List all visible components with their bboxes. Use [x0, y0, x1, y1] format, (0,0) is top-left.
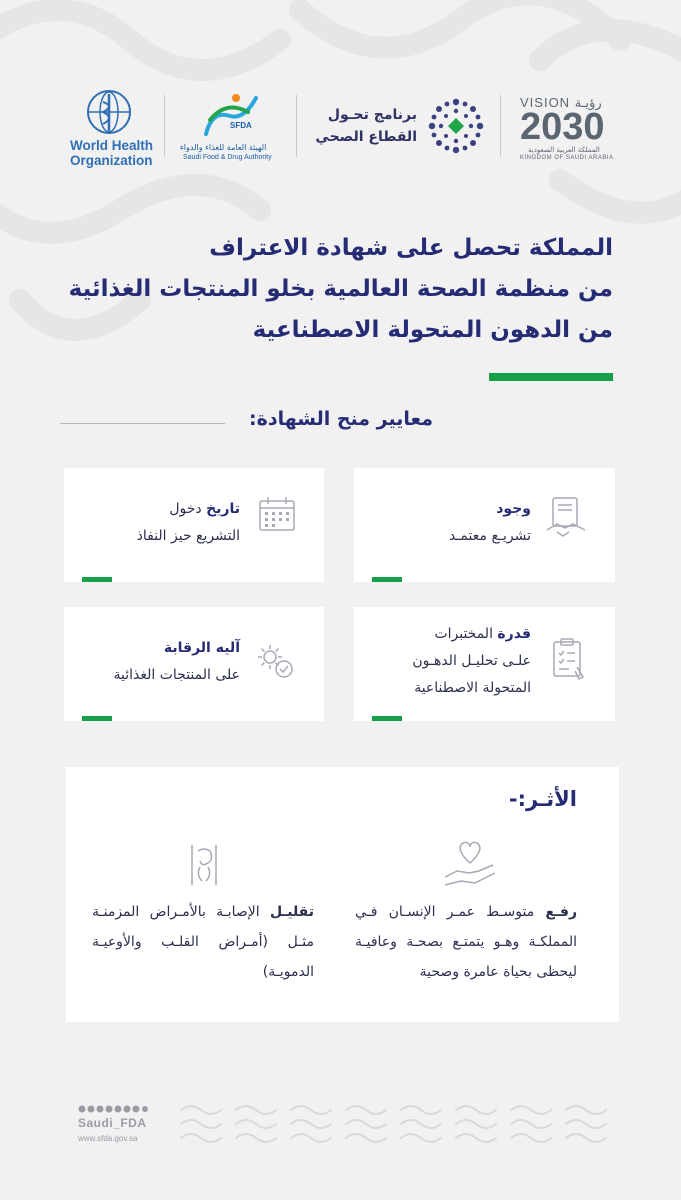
card-accent-bar [82, 577, 112, 582]
who-emblem-icon [85, 88, 133, 136]
heading-rule [60, 423, 225, 424]
card-accent-bar [82, 716, 112, 721]
impact-item-lifespan [355, 897, 577, 987]
sfda-english-name: Saudi Food & Drug Authority [183, 154, 272, 161]
page-title [53, 228, 613, 351]
criterion-rest-line1: المختبرات [434, 626, 498, 642]
htp-line-1: برنامج تحـول [327, 107, 417, 123]
title-accent-bar [489, 373, 613, 381]
impact-heading: الأثـر:- [508, 787, 577, 811]
vision-country-arabic: المملكة العربية السعودية [528, 146, 600, 154]
impact-section [66, 767, 619, 1022]
criterion-text [449, 496, 531, 550]
criterion-card-monitoring [64, 607, 324, 721]
criterion-rest-line3: المتحولة الاصطناعية [414, 680, 531, 696]
impact-item-disease [92, 897, 314, 987]
criterion-rest: تشريـع معتمـد [448, 528, 531, 544]
criterion-card-legislation [354, 468, 615, 582]
title-line-3: من الدهون المتحولة الاصطناعية [252, 317, 613, 343]
htp-line-2: القطاع الصحي [315, 129, 417, 145]
title-line-2: من منظمة الصحة العالمية بخلو المنتجات الغذائية [68, 276, 613, 302]
sfda-abbr: SFDA [230, 121, 252, 130]
criterion-text [137, 496, 240, 550]
criterion-rest-line1: دخول [169, 501, 207, 517]
card-accent-bar [372, 716, 402, 721]
gear-check-icon [256, 641, 296, 681]
social-icon [97, 1106, 104, 1113]
logo-divider [164, 95, 165, 157]
calendar-icon [258, 496, 296, 532]
sfda-emblem-icon [200, 90, 262, 142]
criterion-text [412, 621, 531, 702]
social-icon [133, 1106, 140, 1113]
criterion-bold: وجود [496, 501, 531, 517]
social-icon [106, 1106, 113, 1113]
criterion-text [113, 635, 240, 689]
heart-in-hand-icon [441, 837, 499, 891]
footer-decorative-pattern [176, 1100, 626, 1150]
logo-divider [296, 95, 297, 157]
criterion-bold: آليه الرقابة [163, 640, 240, 656]
social-icon [124, 1106, 131, 1113]
criterion-rest-line2: علـى تحليـل الدهـون [412, 653, 531, 669]
criterion-card-labs [354, 607, 615, 721]
social-icon [88, 1106, 95, 1113]
title-line-1: المملكة تحصل على شهادة الاعتراف [209, 235, 613, 261]
card-accent-bar [372, 577, 402, 582]
social-icon [142, 1106, 148, 1112]
who-name [70, 138, 153, 168]
impact-rest: الإصابـة بالأمـراض المزمنـة مثـل (أمـراض القلـب والأوعيـة الدمويـة) [92, 904, 314, 980]
social-icon [79, 1106, 86, 1113]
social-icon [115, 1106, 122, 1113]
impact-rest: متوسـط عمـر الإنسـان فـي المملكـة وهـو يتمتـع بصحـة وعافيـة ليحظى بحياة عامرة وصحية [355, 904, 577, 980]
health-transformation-emblem-icon [426, 96, 486, 156]
criteria-heading: معايير منح الشهادة: [249, 408, 433, 430]
health-transformation-name [312, 104, 417, 148]
criterion-rest: التشريع حيز النفاذ [136, 528, 240, 544]
footer-handle[interactable]: Saudi_FDA [78, 1116, 147, 1130]
logo-divider [500, 95, 501, 157]
who-name-line: Organization [70, 153, 153, 168]
criterion-bold: تاريخ [206, 501, 240, 517]
vision-year: 2030 [520, 106, 605, 148]
who-name-line: World Health [70, 138, 154, 153]
lab-report-icon [551, 637, 587, 681]
sfda-arabic-name: الهيئة العامة للغذاء والدواء [180, 143, 267, 152]
vision-word-text: VISION [520, 95, 571, 110]
footer-url[interactable]: www.sfda.gov.sa [78, 1134, 138, 1143]
impact-bold: تقليـل [269, 904, 314, 920]
criterion-card-date [64, 468, 324, 582]
criterion-rest: على المنتجات الغذائية [113, 667, 240, 683]
vision-arabic: رؤيـة [574, 95, 602, 110]
social-icons [78, 1104, 148, 1114]
handshake-document-icon [545, 496, 587, 540]
human-torso-icon [184, 841, 224, 889]
criterion-bold: قدرة [497, 626, 531, 642]
impact-bold: رفـع [545, 904, 577, 920]
vision-country-english: KINGDOM OF SAUDI ARABIA [520, 155, 614, 161]
